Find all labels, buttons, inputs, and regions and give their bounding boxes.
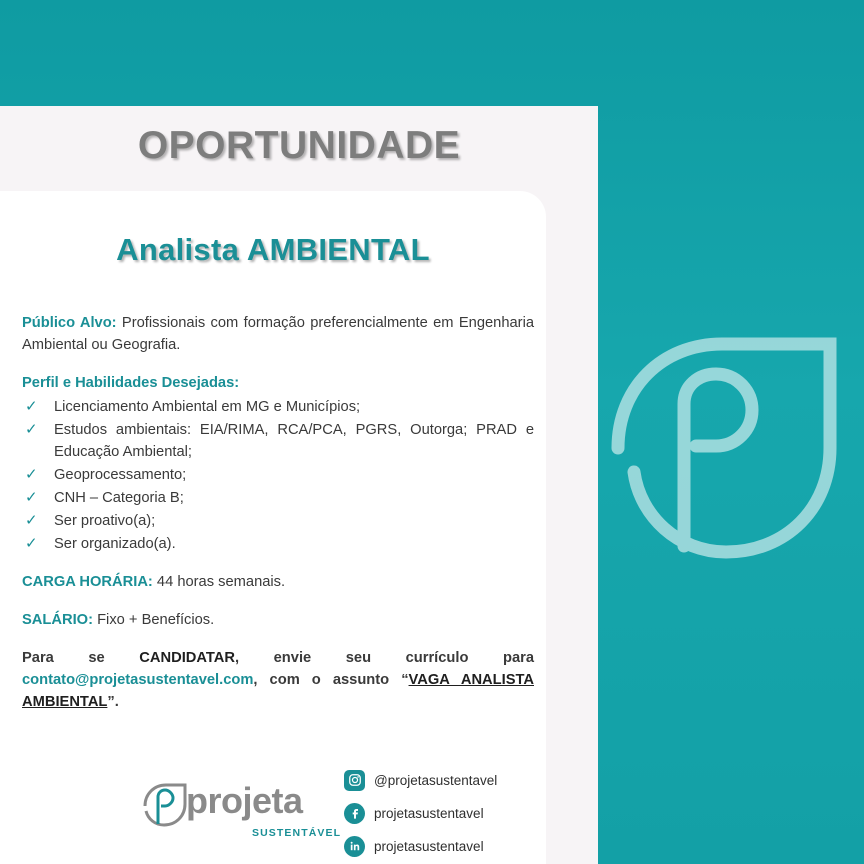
apply-subject: VAGA ANALISTA AMBIENTAL [22,672,534,710]
list-item-label: CNH – Categoria B; [54,490,184,506]
page-title: OPORTUNIDADE [137,124,461,167]
salary-label: SALÁRIO: [22,612,93,628]
target-audience-paragraph [22,312,534,356]
check-icon: ✓ [25,489,38,506]
list-item-label: Licenciamento Ambiental em MG e Municípios; [54,399,361,415]
brand-tagline: SUSTENTÁVEL [252,827,342,839]
job-description-body [22,312,534,713]
social-handle: projetasustentavel [374,805,484,821]
social-handle: projetasustentavel [374,838,484,854]
list-item-label: Ser proativo(a); [54,513,156,529]
skills-label: Perfil e Habilidades Desejadas: [22,375,240,391]
apply-prefix: Para se [22,650,140,666]
brand-name: projeta [186,780,303,821]
linkedin-icon [344,836,365,857]
social-handle: @projetasustentavel [374,772,498,788]
leaf-p-logo-watermark-icon [604,330,844,570]
apply-middle: , envie seu currículo para [235,650,534,666]
apply-email-link[interactable]: contato@projetasustentavel.com [22,672,254,688]
social-row-facebook[interactable] [344,797,574,829]
check-icon: ✓ [25,421,38,438]
social-links [344,764,574,863]
apply-keyword: CANDIDATAR [139,650,236,666]
target-audience-label: Público Alvo: [22,315,117,331]
social-row-instagram[interactable] [344,764,574,796]
check-icon: ✓ [25,535,38,552]
workload-paragraph [22,571,534,593]
list-item [22,533,534,555]
list-item [22,464,534,486]
list-item-label: Estudos ambientais: EIA/RIMA, RCA/PCA, PGRS, Outorga; PRAD e Educação Ambiental; [54,422,534,460]
salary-value: Fixo + Benefícios. [93,612,215,628]
quote-open: “ [401,672,409,688]
facebook-icon [344,803,365,824]
apply-instructions-paragraph [22,647,534,713]
list-item [22,487,534,509]
apply-after-email: , com o assunto [253,672,402,688]
list-item-label: Geoprocessamento; [54,467,187,483]
list-item [22,419,534,463]
apply-period: . [114,694,119,710]
workload-value: 44 horas semanais. [152,574,286,590]
workload-label: CARGA HORÁRIA: [22,574,153,590]
check-icon: ✓ [25,398,38,415]
skills-heading [22,372,534,394]
list-item [22,396,534,418]
salary-paragraph [22,609,534,631]
check-icon: ✓ [25,512,38,529]
skills-list [22,396,534,555]
social-row-linkedin[interactable] [344,830,574,862]
list-item-label: Ser organizado(a). [54,536,176,552]
quote-close: ” [107,694,115,710]
target-audience-text: Profissionais com formação preferencialmente em Engenharia Ambiental ou Geografia. [22,315,535,353]
brand-logo-icon [142,782,188,828]
job-title: Analista AMBIENTAL [116,232,430,267]
list-item [22,510,534,532]
check-icon: ✓ [25,466,38,483]
instagram-icon [344,770,365,791]
